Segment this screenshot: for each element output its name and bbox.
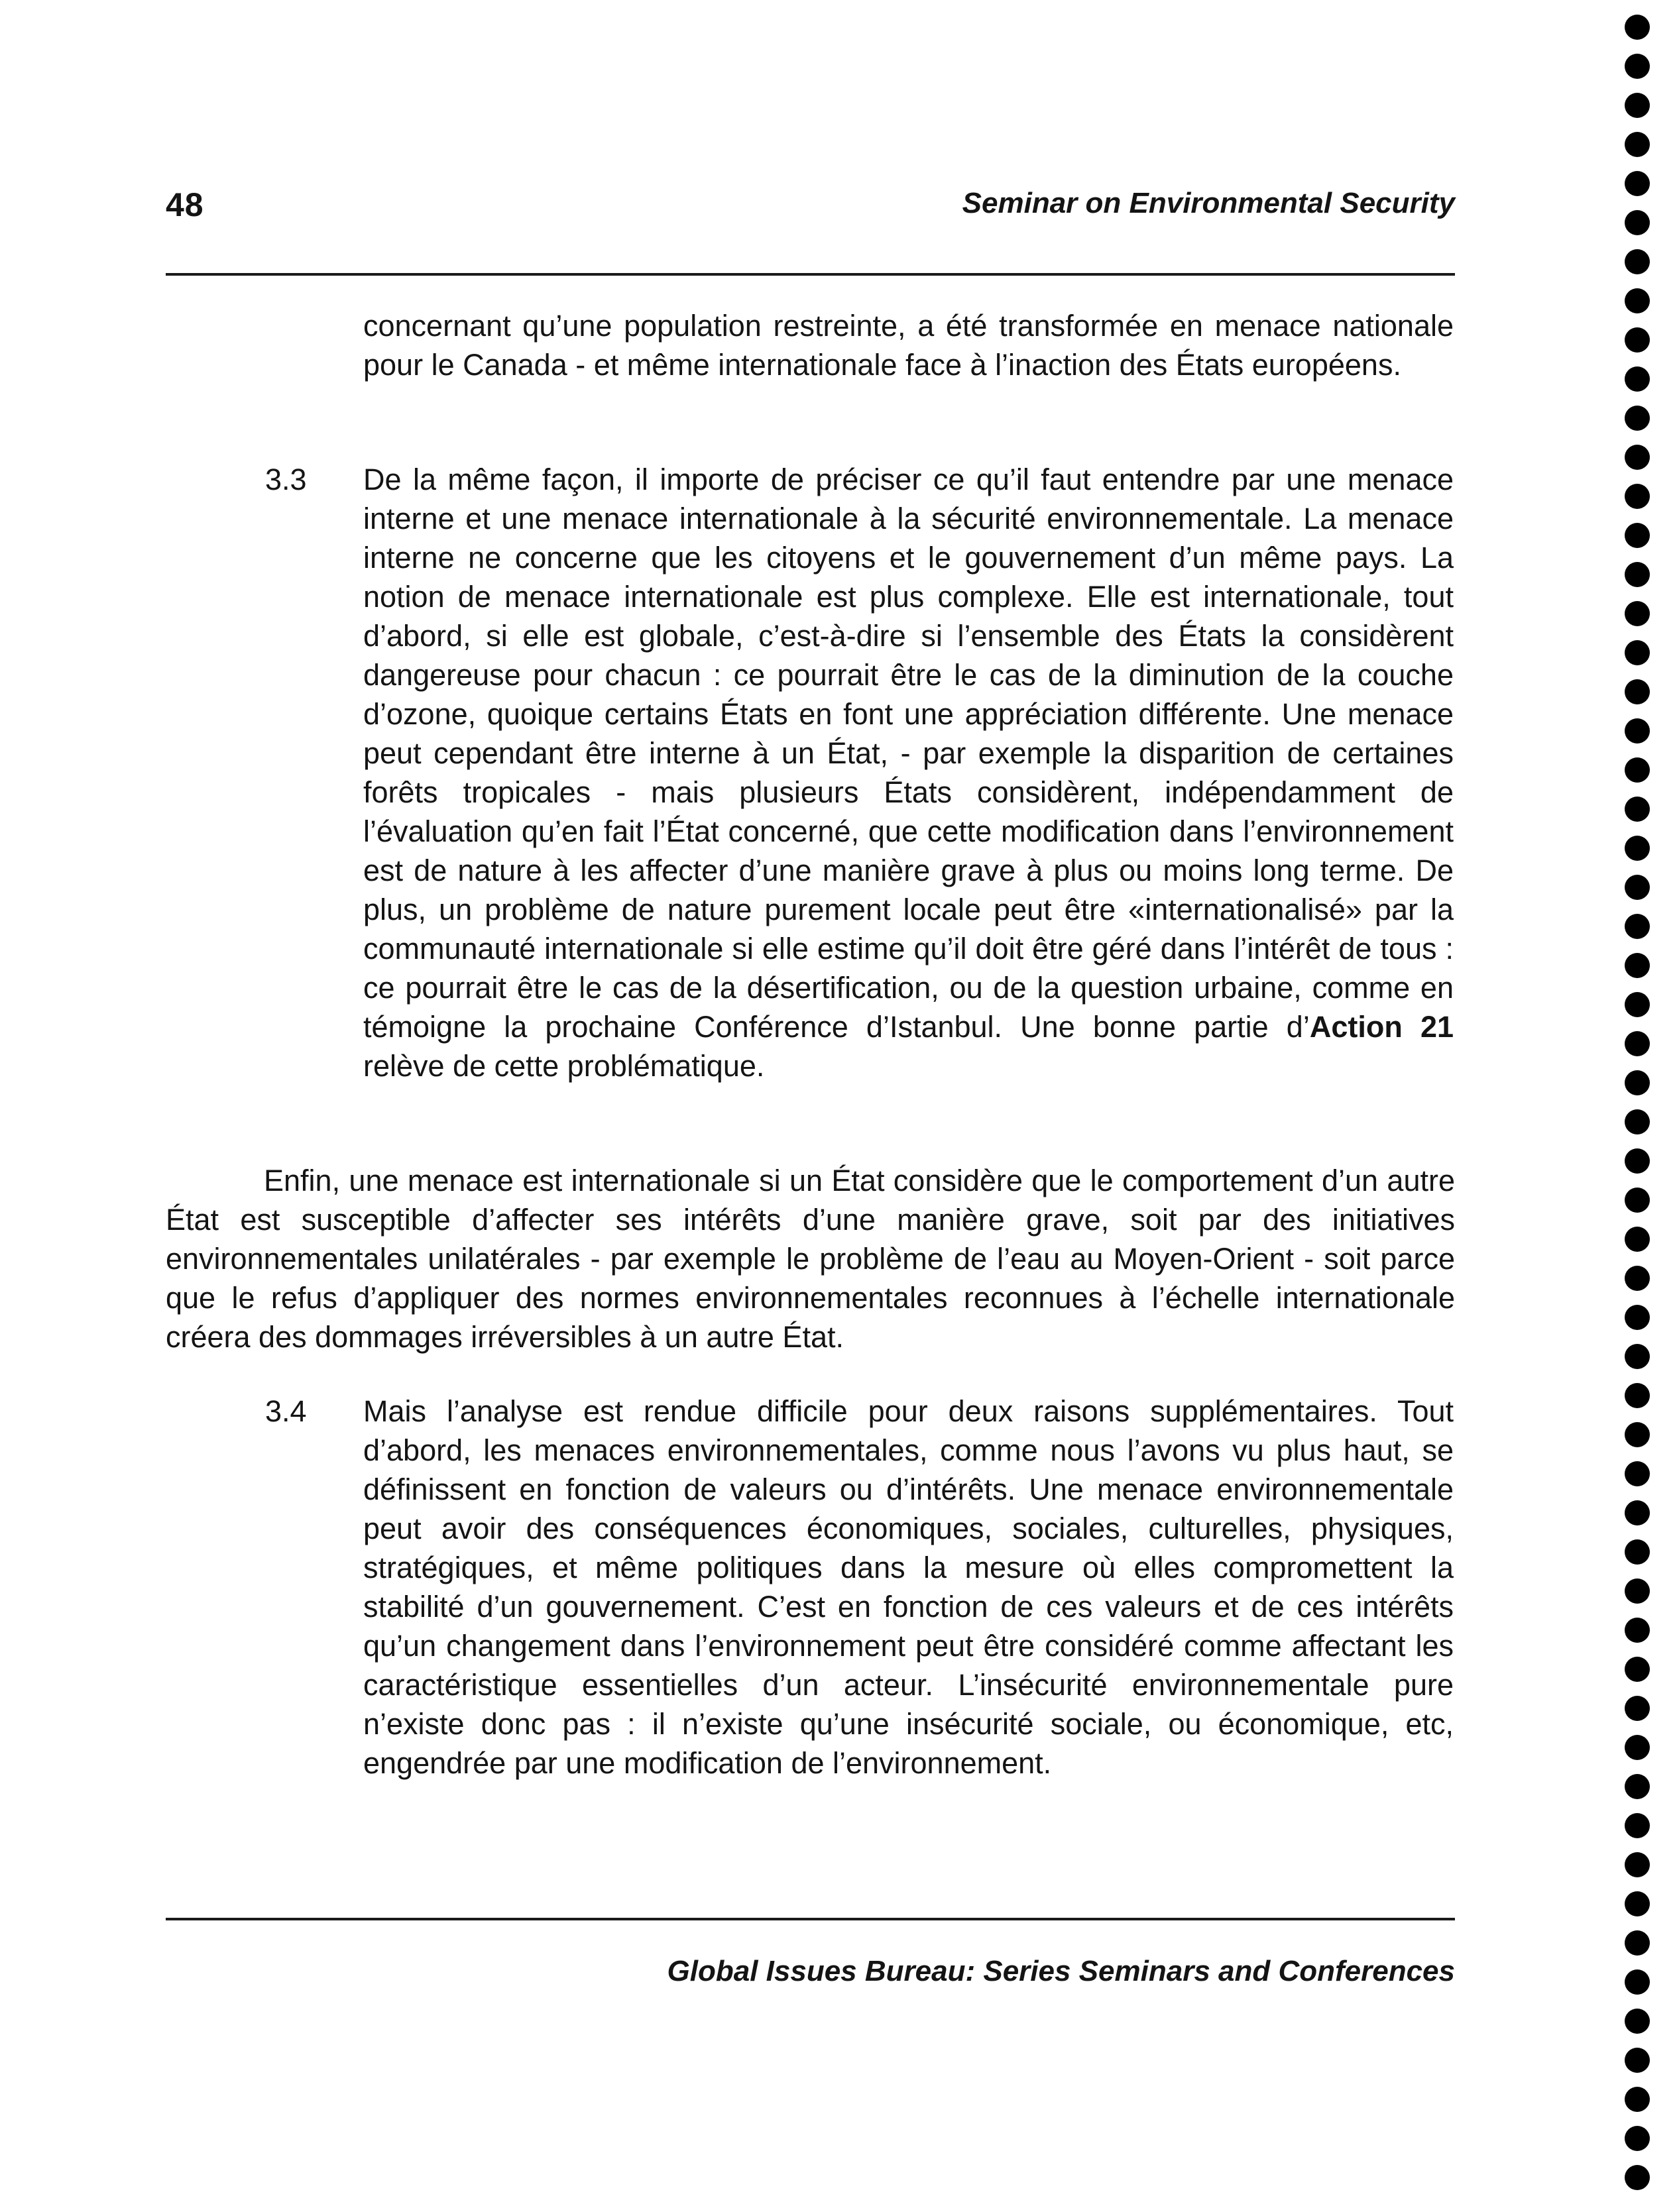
binding-hole — [1625, 366, 1650, 392]
header-rule — [166, 273, 1455, 276]
binding-hole — [1625, 1031, 1650, 1056]
binding-hole — [1625, 2165, 1650, 2190]
binding-hole — [1625, 953, 1650, 978]
running-footer: Global Issues Bureau: Series Seminars and Conferences — [667, 1955, 1455, 1987]
footer-rule — [166, 1918, 1455, 1920]
binding-hole — [1625, 1227, 1650, 1252]
section-3-3-paragraph — [363, 460, 1454, 1085]
binding-hole — [1625, 1109, 1650, 1134]
binding-hole — [1625, 914, 1650, 939]
page-number: 48 — [166, 186, 204, 223]
binding-hole — [1625, 875, 1650, 900]
binding-hole — [1625, 1461, 1650, 1486]
binding-hole — [1625, 562, 1650, 587]
binding-hole — [1625, 1969, 1650, 1995]
binding-hole — [1625, 757, 1650, 783]
binding-hole — [1625, 1930, 1650, 1956]
binding-hole — [1625, 1070, 1650, 1095]
binding-hole — [1625, 2048, 1650, 2073]
binding-hole — [1625, 1813, 1650, 1838]
binding-hole — [1625, 406, 1650, 431]
section-3-3-text-before: De la même façon, il importe de préciser ce qu’il faut entendre par une menace interne et une menace internationale à la sécurité environnementale. La menace interne ne concerne que les citoyens et le gouvernement d’un même pays. La notion de menace internationale est plus complexe. Elle est internationale, tout d’abord, si elle est globale, c’est-à-dire si l’ensemble des États la considèrent dangereuse pour chacun : ce pourrait être le cas de la diminution de la couche d’ozone, quoique certains États en font une appréciation différente. Une menace peut cependant être interne à un État, - par exemple la disparition de certaines forêts tropicales - mais plusieurs États considèrent, indépendamment de l’évaluation qu’en fait l’État concerné, que cette modification dans l’environnement est de nature à les affecter d’une manière grave à plus ou moins long terme. De plus, un problème de nature purement locale peut être «internationalisé» par la communauté internationale si elle estime qu’il doit être géré dans l’intérêt de tous : ce pourrait être le cas de la désertification, ou de la question urbaine, comme en témoigne la prochaine Conférence d’Istanbul. Une bonne partie d’ — [363, 463, 1454, 1044]
binding-hole — [1625, 327, 1650, 353]
binding-hole — [1625, 445, 1650, 470]
binding-hole — [1625, 2087, 1650, 2112]
binding-hole — [1625, 601, 1650, 626]
binding-hole — [1625, 210, 1650, 235]
section-number-3-4: 3.4 — [265, 1394, 307, 1428]
binding-hole — [1625, 1539, 1650, 1565]
binding-hole — [1625, 2009, 1650, 2034]
binding-hole — [1625, 640, 1650, 665]
binding-hole — [1625, 1344, 1650, 1369]
enfin-paragraph: Enfin, une menace est internationale si un État considère que le comportement d’un autre État est susceptible d’affecter ses intérêts d’une manière grave, soit par des initiatives environnementales unilatérales - par exemple le problème de l’eau au Moyen-Orient - soit parce que le refus d’appliquer des normes environnementales reconnues à l’échelle internationale créera des dommages irréversibles à un autre État. — [166, 1164, 1455, 1354]
binding-hole — [1625, 1852, 1650, 1877]
binding-hole — [1625, 1618, 1650, 1643]
binding-hole — [1625, 1774, 1650, 1799]
binding-hole — [1625, 132, 1650, 157]
binding-hole — [1625, 1266, 1650, 1291]
binding-hole — [1625, 15, 1650, 40]
binding-hole — [1625, 171, 1650, 196]
section-number-3-3: 3.3 — [265, 463, 307, 496]
running-header-title: Seminar on Environmental Security — [962, 187, 1455, 219]
binding-holes — [1625, 0, 1658, 2212]
binding-hole — [1625, 249, 1650, 274]
continuation-paragraph: concernant qu’une population restreinte, a été transformée en menace nationale pour le Canada - et même internationale face à l’inaction des États européens. — [363, 309, 1454, 382]
binding-hole — [1625, 1305, 1650, 1330]
binding-hole — [1625, 1500, 1650, 1525]
binding-hole — [1625, 1735, 1650, 1760]
action-21-term: Action 21 — [1309, 1010, 1454, 1044]
binding-hole — [1625, 1891, 1650, 1916]
binding-hole — [1625, 1422, 1650, 1447]
binding-hole — [1625, 718, 1650, 744]
binding-hole — [1625, 679, 1650, 704]
section-3-4-paragraph: Mais l’analyse est rendue difficile pour deux raisons supplémentaires. Tout d’abord, les menaces environnementales, comme nous l’avons vu plus haut, se définissent en fonction de valeurs ou d’intérêts. Une menace environnementale peut avoir des conséquences économiques, sociales, culturelles, physiques, stratégiques, et même politiques dans la mesure où elles compromettent la stabilité d’un gouvernement. C’est en fonction de ces valeurs et de ces intérêts qu’un changement dans l’environnement peut être considéré comme affectant les caractéristique essentielles d’un acteur. L’insécurité environnementale pure n’existe donc pas : il n’existe qu’une insécurité sociale, ou économique, etc, engendrée par une modification de l’environnement. — [363, 1394, 1454, 1780]
binding-hole — [1625, 992, 1650, 1017]
binding-hole — [1625, 836, 1650, 861]
binding-hole — [1625, 1383, 1650, 1408]
binding-hole — [1625, 523, 1650, 548]
section-3-3-text-after: relève de cette problématique. — [363, 1049, 765, 1083]
binding-hole — [1625, 1696, 1650, 1721]
binding-hole — [1625, 54, 1650, 79]
binding-hole — [1625, 1578, 1650, 1604]
binding-hole — [1625, 484, 1650, 509]
binding-hole — [1625, 1148, 1650, 1174]
binding-hole — [1625, 797, 1650, 822]
binding-hole — [1625, 2126, 1650, 2151]
binding-hole — [1625, 288, 1650, 313]
binding-hole — [1625, 1188, 1650, 1213]
binding-hole — [1625, 93, 1650, 118]
binding-hole — [1625, 1657, 1650, 1682]
